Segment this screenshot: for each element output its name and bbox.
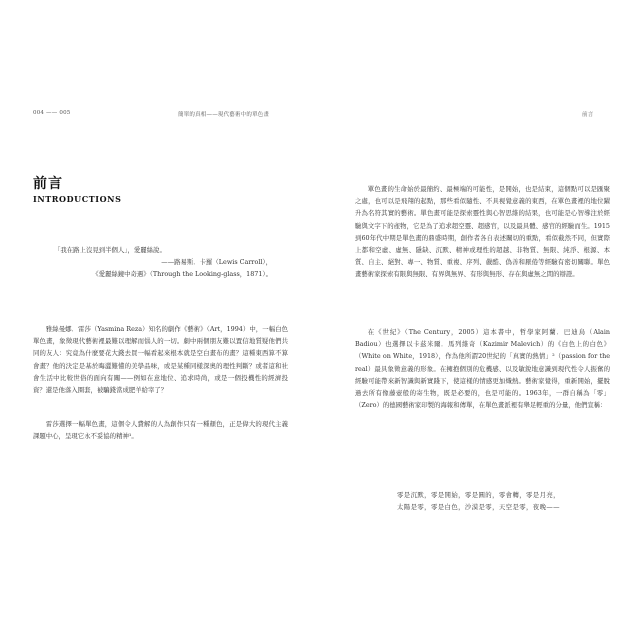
page-numbers: 004 —— 005 — [33, 110, 71, 116]
epigraph — [54, 244, 272, 280]
running-head-title: 簡單的真相——現代藝術中的單色畫 — [178, 112, 270, 118]
chapter-heading — [33, 177, 121, 204]
running-head-section: 前言 — [582, 112, 594, 118]
quote-line: 零是沉默，零是開始，零是圓的，零會轉，零是月亮， — [397, 491, 560, 499]
epigraph-source: 《愛麗絲鏡中奇遇》（Through the Looking-glass，1871）。 — [92, 270, 272, 278]
epigraph-author: ——路易斯．卡羅（Lewis Carroll）， — [161, 258, 272, 266]
heading-chinese: 前言 — [33, 176, 63, 192]
right-page — [320, 0, 640, 640]
body-paragraph — [33, 323, 288, 396]
paragraph-text: 單色畫的生命始於最簡約、最極端的可能性，是開始，也是結束，這個點可以是匯聚之處，也可以是飛翔的起點，那些看似隨性、不具視覺意義的東西，在單色畫裡的地位躍升為名符其實的藝術。單色畫可能是探索靈性與心智思維的結果，也可能是心智導注於經驗與文字下的產物，它是為了追求超空靈、超感官，以及最具體、感官的經驗而生。1915到60年代中期是單色畫的鼎盛時期，創作者各自表述關切的重點，看似截然不同，但實際上都和空虛、虛無、隱缺、沉默、精神或理性的超越、非物質、無限、純淨、根源、本質、自主、絕對、專一、物質、重複、序列、嚴酷、偽善和厭倦等經驗有密切關聯。單色畫藝術家探索有限與無限、有界與無界、有形與無形、存在與虛無之間的辯證。 — [355, 185, 610, 279]
paragraph-text: 在《世紀》（The Century，2005）這本書中，哲學家阿蘭．巴迪烏（Alain Badiou）也選擇以卡茲米爾．馬列維奇（Kazimir Malevich）的《白色上的白色》（White on White，1918），作為他所謂20世紀的「真實的熱情」²（passion for the real）最具象徵意義的形象。在擁抱個別的危機感、以及敏銳地意識到現代性令人振奮的經驗可能帶來新智識與新實踐下，使這樣的情感更加熾熱。藝術家覺得，重新開始，擺脫過去所有像藤壺般的寄生物，既是必要的，也是可能的。1963年，一群自稱為「零」（Zero）的德國藝術家印製的海報和傳單，在單色畫派裡有舉足輕重的分量，他們宣稱： — [355, 328, 610, 410]
heading-english: INTRODUCTIONS — [33, 194, 122, 204]
block-quote — [397, 489, 597, 514]
body-paragraph — [355, 183, 610, 281]
quote-line: 太陽是零，零是白色，沙漠是零，天空是零，夜晚—— — [397, 503, 560, 512]
epigraph-quote: 「我在路上沒見到半個人」，愛麗絲說。 — [54, 246, 166, 254]
paragraph-text: 雅絲曼娜．雷莎（Yasmina Reza）知名的劇作《藝術》（Art，1994）中，一幅白色單色畫，象徵現代藝術裡最難以理解而惱人的一切。劇中兩個朋友難以置信地質疑他們共同的友人：究竟為什麼要花大錢去買一幅看起來根本就是空白畫布的畫？這種東西算不算會畫？他的決定是基於晦澀難懂的美學品味，或是某種同樣深奧的理性判斷？或者這和社會生活中比較世俗的面向有關——例如在意地位、追求時尚，或是一個投機性的經濟投資？還是他落入圈套，被騙錢當成肥羊給宰了？ — [33, 325, 288, 395]
body-paragraph — [355, 326, 610, 411]
body-paragraph — [33, 418, 288, 442]
paragraph-text: 雷莎選擇一幅單色畫，這個令人費解的人為創作只有一種顏色，正是偉大的現代主義課題中心，呈現它永不妥協的精神¹。 — [33, 420, 288, 441]
